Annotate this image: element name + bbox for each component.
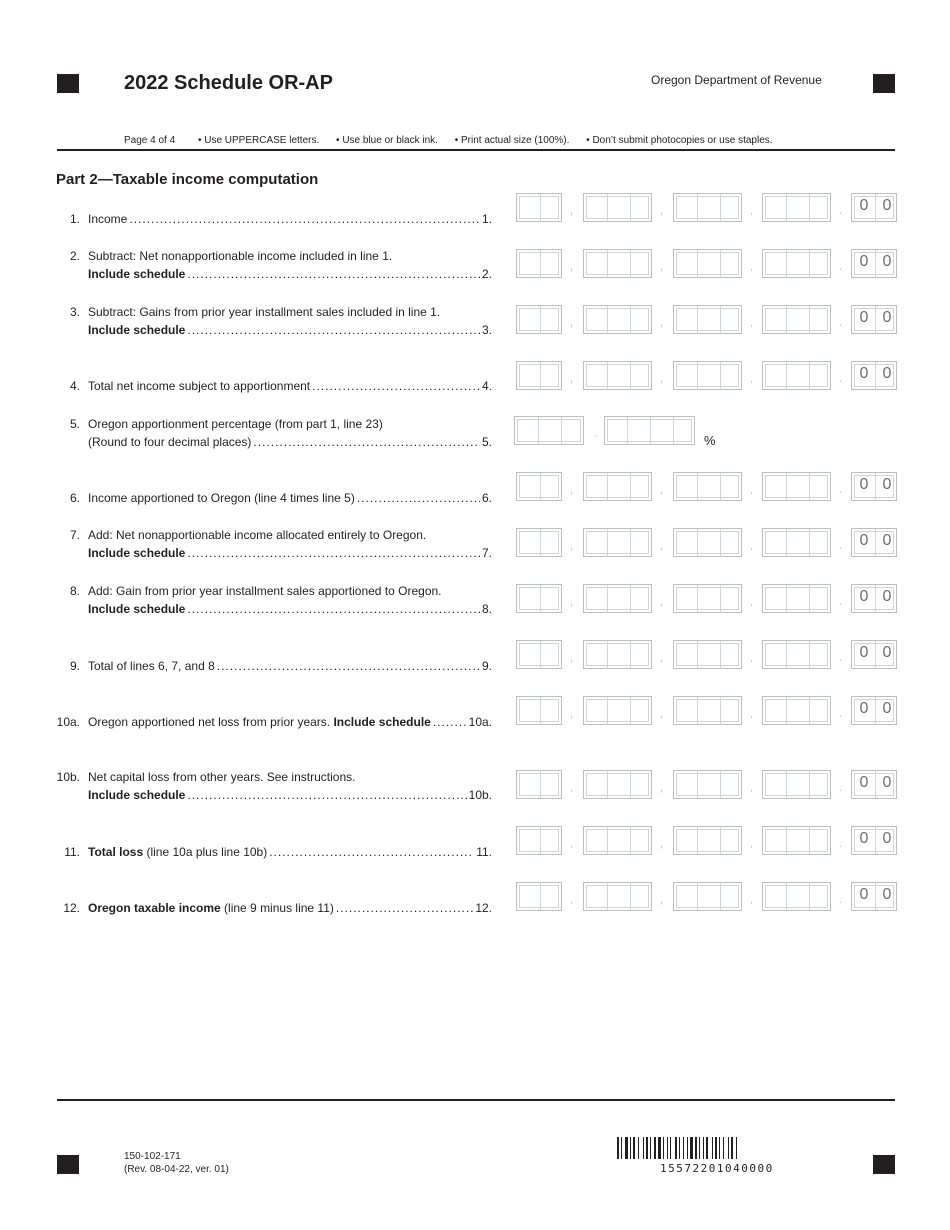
cents-digit: 0 [882,588,892,605]
cents-digit: 0 [859,830,869,847]
line-8-amount-group[interactable] [762,584,831,613]
comma-separator: , [570,838,574,850]
instruction: • Use blue or black ink. [336,135,438,146]
cents-digit: 0 [882,253,892,270]
comma-separator: , [750,373,754,385]
instructions-bar [124,135,787,146]
line-4-amount-group[interactable] [673,361,742,390]
comma-separator: , [750,484,754,496]
cents-digit: 0 [882,774,892,791]
decimal-point: . [594,428,598,440]
line-11-amount-group[interactable] [762,826,831,855]
comma-separator: , [660,708,664,720]
comma-separator: , [660,838,664,850]
line-10a-amount-group[interactable] [673,696,742,725]
comma-separator: , [660,373,664,385]
line-11-cents-field[interactable] [851,826,897,855]
instruction: • Print actual size (100%). [454,135,570,146]
barcode-icon [617,1137,827,1159]
decimal-point: . [839,261,843,273]
decimal-point: . [839,894,843,906]
decimal-point: . [839,205,843,217]
line-3-amount-group[interactable] [673,305,742,334]
line-12-amount-group[interactable] [673,882,742,911]
comma-separator: , [660,317,664,329]
line-4-amount-group[interactable] [762,361,831,390]
decimal-point: . [839,540,843,552]
line-9-cents-field[interactable] [851,640,897,669]
comma-separator: , [660,782,664,794]
header-rule [57,149,895,151]
agency-name: Oregon Department of Revenue [651,73,822,87]
decimal-point: . [839,484,843,496]
line-4-amount-group[interactable] [516,361,562,390]
comma-separator: , [570,540,574,552]
comma-separator: , [750,596,754,608]
registration-mark [873,74,895,93]
cents-digit: 0 [859,774,869,791]
line-6-cents-field[interactable] [851,472,897,501]
line-2-amount-group[interactable] [583,249,652,278]
line-6-amount-group[interactable] [583,472,652,501]
line-10a-amount-group[interactable] [516,696,562,725]
line-4-cents-field[interactable] [851,361,897,390]
registration-mark [873,1155,895,1174]
decimal-point: . [839,708,843,720]
line-5-percent-decimal-field[interactable] [604,416,695,445]
comma-separator: , [660,652,664,664]
cents-digit: 0 [882,532,892,549]
decimal-point: . [839,596,843,608]
comma-separator: , [570,708,574,720]
comma-separator: , [750,894,754,906]
decimal-point: . [839,652,843,664]
comma-separator: , [570,596,574,608]
line-10b-amount-group[interactable] [583,770,652,799]
decimal-point: . [839,317,843,329]
comma-separator: , [750,317,754,329]
cents-digit: 0 [859,476,869,493]
line-10b-amount-group[interactable] [673,770,742,799]
page-title: 2022 Schedule OR-AP [124,72,333,94]
line-9-amount-group[interactable] [516,640,562,669]
comma-separator: , [570,652,574,664]
cents-digit: 0 [859,365,869,382]
cents-digit: 0 [882,644,892,661]
cents-digit: 0 [859,886,869,903]
instruction: • Use UPPERCASE letters. [197,135,320,146]
comma-separator: , [750,708,754,720]
line-2-cents-field[interactable] [851,249,897,278]
line-7-amount-group[interactable] [516,528,562,557]
cents-digit: 0 [859,588,869,605]
line-5-percent-whole-field[interactable] [514,416,584,445]
line-4-amount-group[interactable] [583,361,652,390]
cents-digit: 0 [859,197,869,214]
line-10b-amount-group[interactable] [762,770,831,799]
line-1-amount-group[interactable] [583,193,652,222]
line-3-amount-group[interactable] [583,305,652,334]
comma-separator: , [570,261,574,273]
footer-rule [57,1099,895,1101]
cents-digit: 0 [859,253,869,270]
instruction: • Don’t submit photocopies or use staples. [586,135,773,146]
cents-digit: 0 [859,309,869,326]
comma-separator: , [750,838,754,850]
line-10a-amount-group[interactable] [762,696,831,725]
line-1-amount-group[interactable] [673,193,742,222]
cents-digit: 0 [882,476,892,493]
line-11-amount-group[interactable] [673,826,742,855]
line-7-amount-group[interactable] [583,528,652,557]
cents-digit: 0 [882,309,892,326]
cents-digit: 0 [882,700,892,717]
line-10a-cents-field[interactable] [851,696,897,725]
comma-separator: , [750,261,754,273]
line-9-amount-group[interactable] [762,640,831,669]
line-6-amount-group[interactable] [516,472,562,501]
cents-digit: 0 [882,886,892,903]
decimal-point: . [839,782,843,794]
comma-separator: , [750,540,754,552]
registration-mark [57,1155,79,1174]
line-8-amount-group[interactable] [583,584,652,613]
page-label: Page 4 of 4 [124,135,176,146]
comma-separator: , [660,261,664,273]
cents-digit: 0 [882,830,892,847]
line-6-amount-group[interactable] [762,472,831,501]
comma-separator: , [570,782,574,794]
decimal-point: . [839,838,843,850]
line-1-cents-field[interactable] [851,193,897,222]
registration-mark [57,74,79,93]
line-12-amount-group[interactable] [516,882,562,911]
decimal-point: . [839,373,843,385]
percent-sign: % [704,433,716,448]
line-11-amount-group[interactable] [583,826,652,855]
comma-separator: , [750,652,754,664]
line-1-amount-group[interactable] [762,193,831,222]
line-12-amount-group[interactable] [583,882,652,911]
comma-separator: , [660,596,664,608]
line-3-amount-group[interactable] [762,305,831,334]
cents-digit: 0 [882,365,892,382]
line-9-amount-group[interactable] [583,640,652,669]
barcode-number: 15572201040000 [660,1162,774,1175]
line-7-cents-field[interactable] [851,528,897,557]
comma-separator: , [750,782,754,794]
line-2-amount-group[interactable] [673,249,742,278]
form-number: 150-102-171 (Rev. 08-04-22, ver. 01) [124,1151,229,1175]
line-12-amount-group[interactable] [762,882,831,911]
comma-separator: , [750,205,754,217]
cents-digit: 0 [859,532,869,549]
line-3-cents-field[interactable] [851,305,897,334]
line-8-amount-group[interactable] [673,584,742,613]
comma-separator: , [660,894,664,906]
comma-separator: , [570,317,574,329]
cents-digit: 0 [859,700,869,717]
line-10b-cents-field[interactable] [851,770,897,799]
line-8-cents-field[interactable] [851,584,897,613]
line-2-amount-group[interactable] [762,249,831,278]
comma-separator: , [660,484,664,496]
comma-separator: , [570,205,574,217]
comma-separator: , [570,484,574,496]
line-1-amount-group[interactable] [516,193,562,222]
comma-separator: , [570,373,574,385]
comma-separator: , [660,205,664,217]
line-11-amount-group[interactable] [516,826,562,855]
line-7-amount-group[interactable] [762,528,831,557]
line-7-amount-group[interactable] [673,528,742,557]
line-3-amount-group[interactable] [516,305,562,334]
line-10b-amount-group[interactable] [516,770,562,799]
comma-separator: , [660,540,664,552]
line-9-amount-group[interactable] [673,640,742,669]
line-8-amount-group[interactable] [516,584,562,613]
cents-digit: 0 [882,197,892,214]
line-6-amount-group[interactable] [673,472,742,501]
comma-separator: , [570,894,574,906]
line-12-cents-field[interactable] [851,882,897,911]
line-2-amount-group[interactable] [516,249,562,278]
cents-digit: 0 [859,644,869,661]
line-10a-amount-group[interactable] [583,696,652,725]
part-title: Part 2—Taxable income computation [56,171,319,188]
